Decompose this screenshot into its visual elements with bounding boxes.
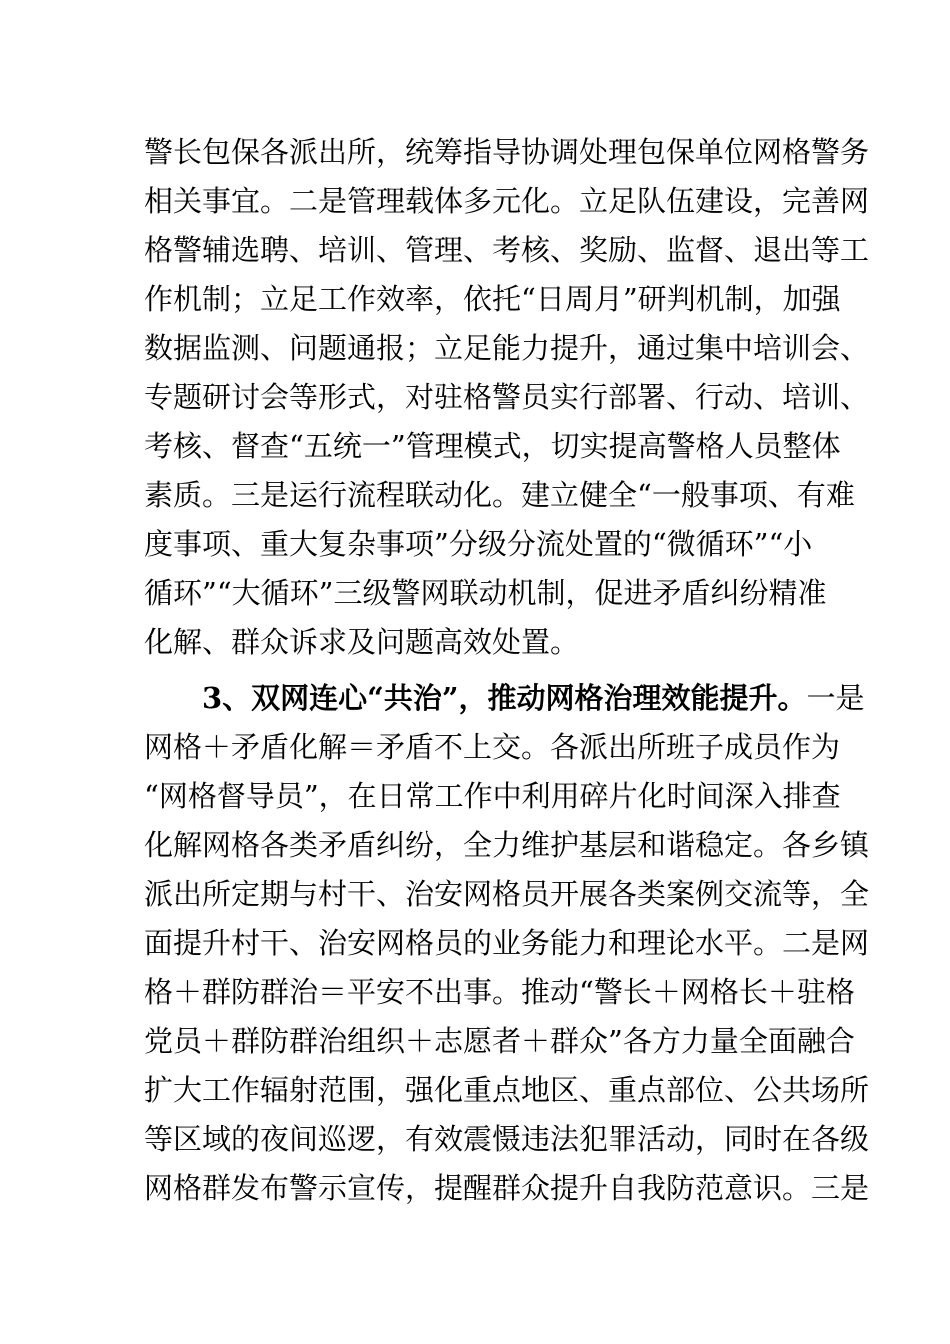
paragraph-2-first-line-rest: 一是: [806, 681, 865, 715]
paragraph-1-line: 度事项、重大复杂事项”分级分流处置的“微循环”“小: [144, 527, 813, 561]
paragraph-1-line: 相关事宜。二是管理载体多元化。立足队伍建设，完善网: [144, 184, 870, 218]
paragraph-2: [144, 674, 870, 1213]
paragraph-2-line: 扩大工作辐射范围，强化重点地区、重点部位、公共场所: [144, 1073, 870, 1107]
paragraph-1-line: 化解、群众诉求及问题高效处置。: [144, 625, 580, 659]
paragraph-1-line: 考核、督查“五统一”管理模式，切实提高警格人员整体: [144, 429, 841, 463]
paragraph-1-line: 专题研讨会等形式，对驻格警员实行部署、行动、培训、: [144, 380, 870, 414]
paragraph-2-line: 网格＋矛盾化解＝矛盾不上交。各派出所班子成员作为: [144, 730, 841, 764]
paragraph-1-line: 数据监测、问题通报；立足能力提升，通过集中培训会、: [144, 331, 870, 365]
paragraph-1: [144, 128, 870, 667]
paragraph-2-first-line: [144, 674, 865, 723]
paragraph-1-line: 警长包保各派出所，统筹指导协调处理包保单位网格警务: [144, 135, 870, 169]
paragraph-2-line: 党员＋群防群治组织＋志愿者＋群众”各方力量全面融合: [144, 1024, 855, 1058]
paragraph-2-line: “网格督导员”，在日常工作中利用碎片化时间深入排查: [144, 779, 841, 813]
section-heading: 3、双网连心“共治”，推动网格治理效能提升。: [202, 681, 807, 715]
paragraph-2-line: 派出所定期与村干、治安网格员开展各类案例交流等，全: [144, 877, 870, 911]
paragraph-1-line: 循环”“大循环”三级警网联动机制，促进矛盾纠纷精准: [144, 576, 827, 610]
paragraph-2-line: 化解网格各类矛盾纠纷，全力维护基层和谐稳定。各乡镇: [144, 828, 870, 862]
paragraph-1-line: 格警辅选聘、培训、管理、考核、奖励、监督、退出等工: [144, 233, 870, 267]
paragraph-2-line: 网格群发布警示宣传，提醒群众提升自我防范意识。三是: [144, 1171, 870, 1205]
paragraph-2-line: 格＋群防群治＝平安不出事。推动“警长＋网格长＋驻格: [144, 975, 855, 1009]
paragraph-1-line: 作机制；立足工作效率，依托“日周月”研判机制，加强: [144, 282, 841, 316]
paragraph-2-line: 等区域的夜间巡逻，有效震慑违法犯罪活动，同时在各级: [144, 1122, 870, 1156]
paragraph-1-line: 素质。三是运行流程联动化。建立健全“一般事项、有难: [144, 478, 855, 512]
paragraph-2-line: 面提升村干、治安网格员的业务能力和理论水平。二是网: [144, 926, 870, 960]
